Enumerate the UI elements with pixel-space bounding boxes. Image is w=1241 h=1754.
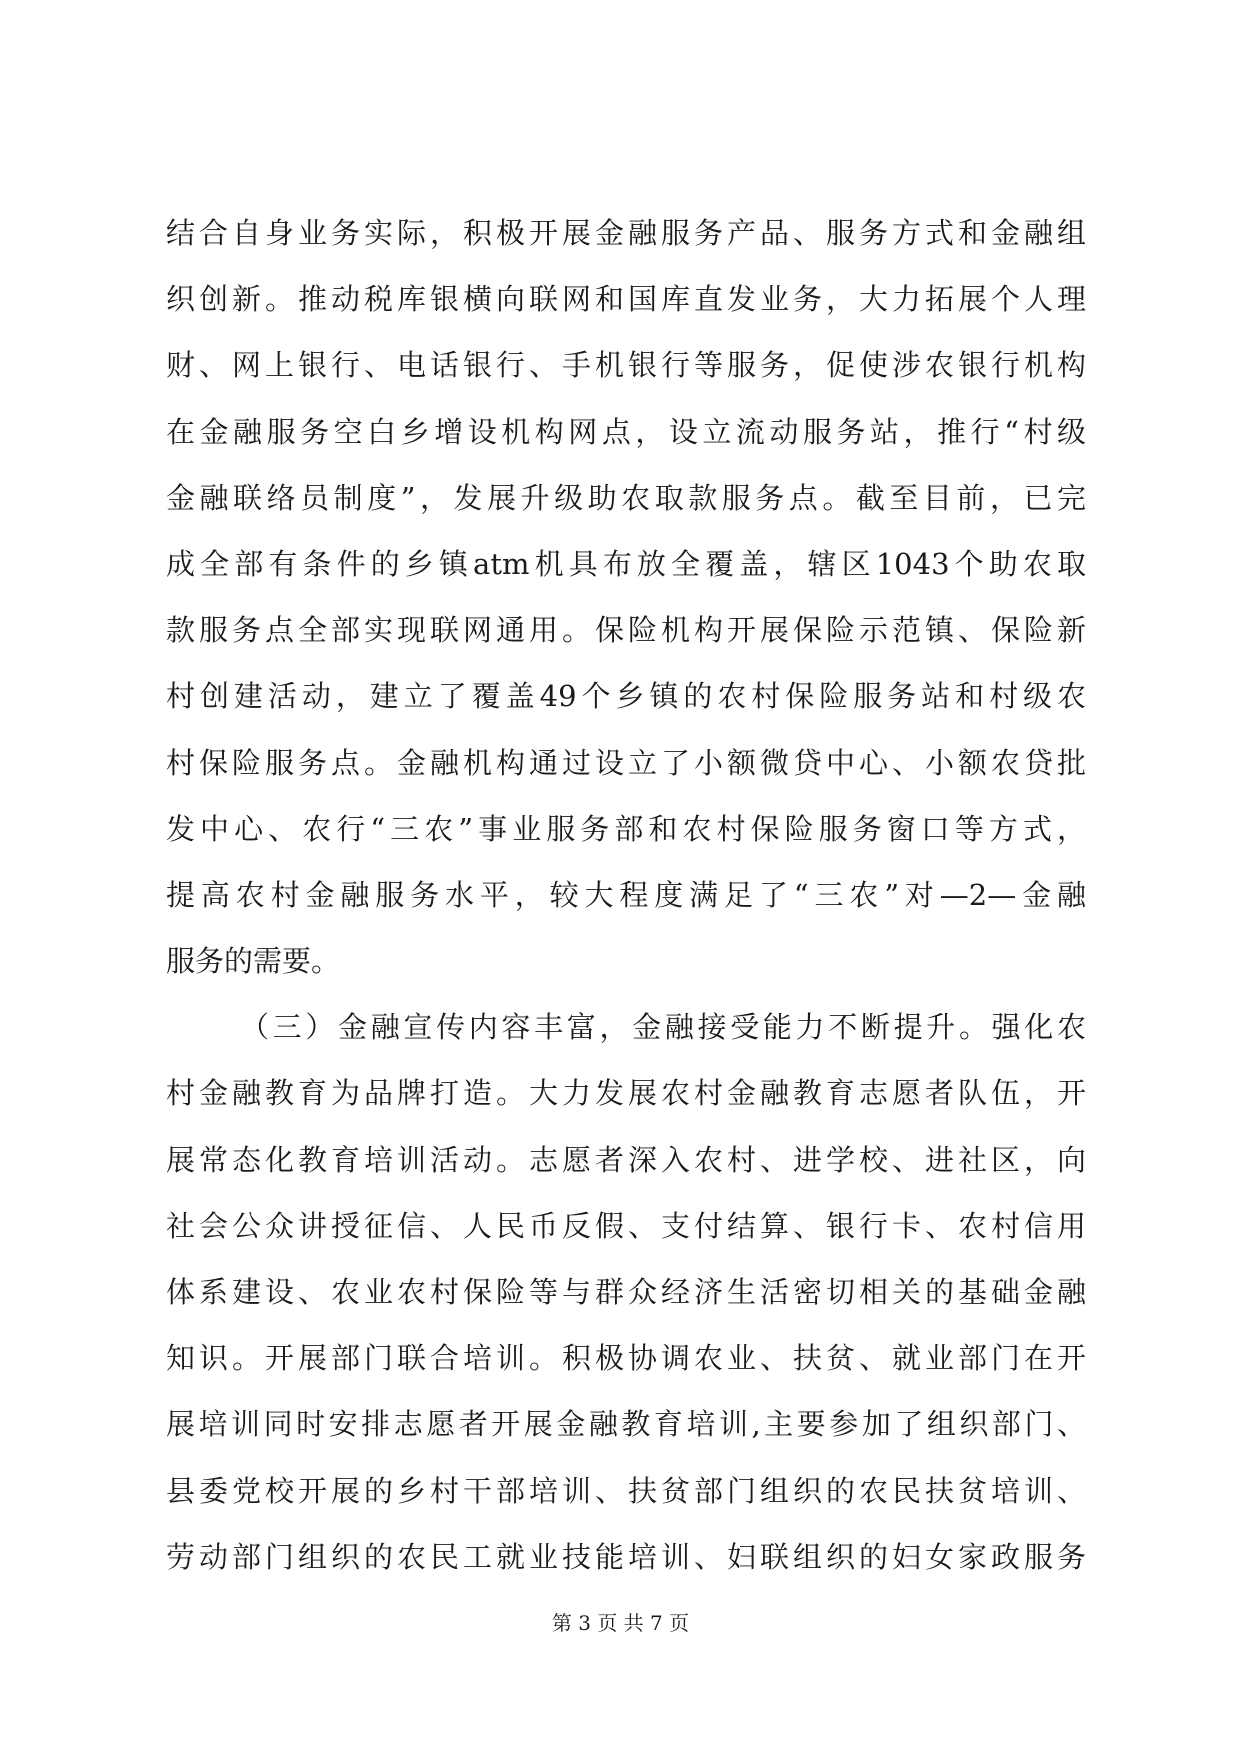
text-line: 展培训同时安排志愿者开展金融教育培训,主要参加了组织部门、 xyxy=(166,1407,1086,1442)
text-line: 县委党校开展的乡村干部培训、扶贫部门组织的农民扶贫培训、 xyxy=(166,1473,1086,1508)
text-line: 提高农村金融服务水平，较大程度满足了“三农”对—2—金融 xyxy=(166,877,1086,912)
text-line: 服务的需要。 xyxy=(166,944,341,979)
page-number-footer: 第 3 页 共 7 页 xyxy=(551,1611,690,1635)
text-line: 在金融服务空白乡增设机构网点，设立流动服务站，推行“村级 xyxy=(166,414,1086,449)
text-line: 发中心、农行“三农”事业服务部和农村保险服务窗口等方式， xyxy=(166,811,1086,846)
text-line: 社会公众讲授征信、人民币反假、支付结算、银行卡、农村信用 xyxy=(166,1208,1086,1243)
text-line: 村创建活动，建立了覆盖49个乡镇的农村保险服务站和村级农 xyxy=(166,679,1086,714)
text-line: 劳动部门组织的农民工就业技能培训、妇联组织的妇女家政服务 xyxy=(166,1539,1086,1574)
text-line: 村保险服务点。金融机构通过设立了小额微贷中心、小额农贷批 xyxy=(166,745,1086,780)
text-line: 财、网上银行、电话银行、手机银行等服务，促使涉农银行机构 xyxy=(166,348,1086,383)
text-line: 金融联络员制度”，发展升级助农取款服务点。截至目前，已完 xyxy=(166,480,1086,515)
text-line: 村金融教育为品牌打造。大力发展农村金融教育志愿者队伍，开 xyxy=(166,1076,1086,1111)
text-line: 体系建设、农业农村保险等与群众经济生活密切相关的基础金融 xyxy=(166,1275,1086,1309)
text-line: 款服务点全部实现联网通用。保险机构开展保险示范镇、保险新 xyxy=(166,613,1086,648)
text-line: 结合自身业务实际，积极开展金融服务产品、服务方式和金融组 xyxy=(166,216,1086,250)
text-line: 成全部有条件的乡镇atm机具布放全覆盖，辖区1043个助农取 xyxy=(166,546,1086,581)
text-line: 知识。开展部门联合培训。积极协调农业、扶贫、就业部门在开 xyxy=(166,1341,1086,1376)
text-line: 展常态化教育培训活动。志愿者深入农村、进学校、进社区，向 xyxy=(166,1142,1086,1177)
paragraph-heading-line: （三）金融宣传内容丰富，金融接受能力不断提升。强化农 xyxy=(240,1010,1086,1045)
body-text xyxy=(166,200,1086,1590)
text-line: 织创新。推动税库银横向联网和国库直发业务，大力拓展个人理 xyxy=(166,282,1086,317)
